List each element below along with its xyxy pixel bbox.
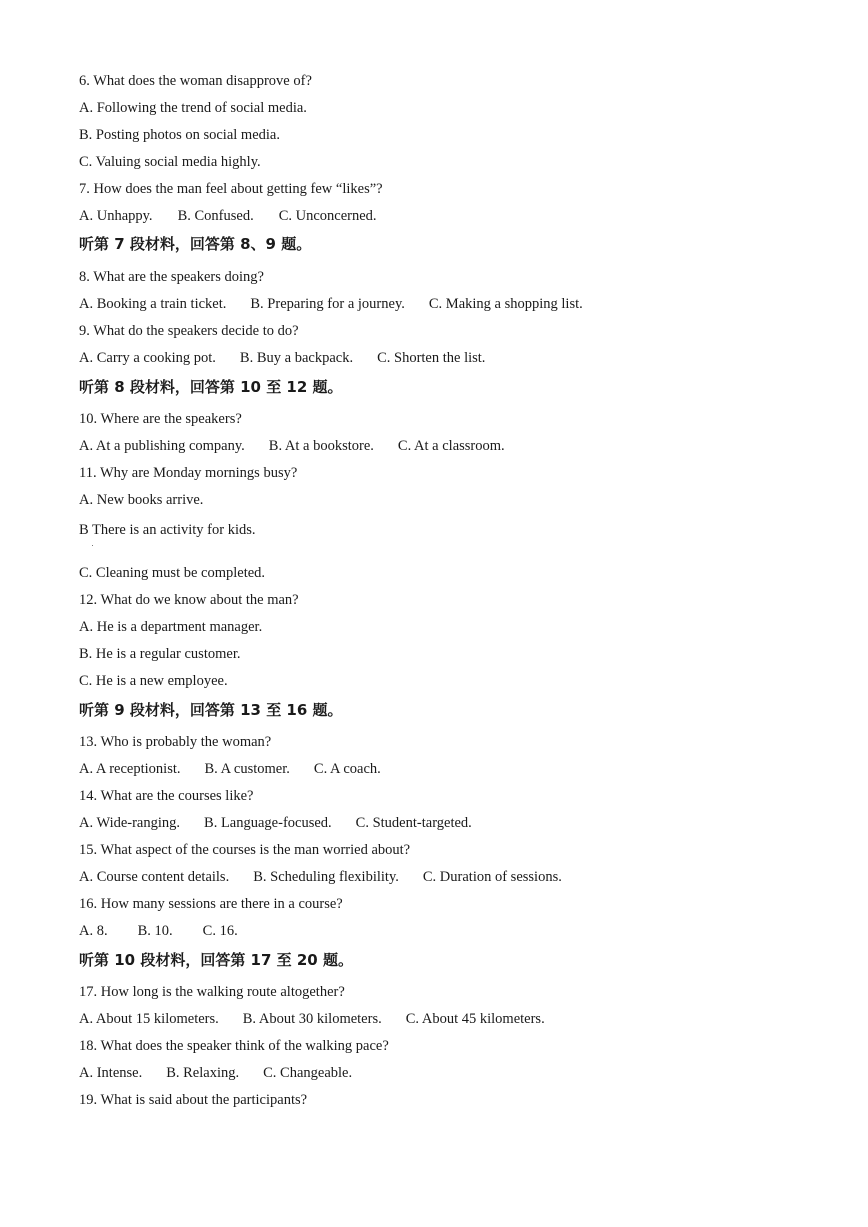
section-heading: 听第 8 段材料，回答第 10 至 12 题。 [79,378,343,396]
option-text: C. Unconcerned. [278,208,377,224]
options-row [79,760,381,778]
option-text: A. Carry a cooking pot. [79,350,216,366]
option-text: C. A coach. [313,761,381,777]
option-text: C. Duration of sessions. [422,869,562,885]
option-text: C. Changeable. [263,1065,353,1081]
question-text: 18. What does the speaker think of the walking pace? [79,1038,389,1054]
section-heading: 听第 9 段材料，回答第 13 至 16 题。 [79,701,343,719]
option-text: B. Preparing for a journey. [250,296,405,312]
options-row [79,922,238,940]
question-text: 19. What is said about the participants? [79,1092,308,1108]
option-text: B. He is a regular customer. [79,646,241,662]
options-row [79,349,485,367]
option-text: B. At a bookstore. [268,438,374,454]
question-text: 16. How many sessions are there in a course? [79,896,343,912]
option-text: A. At a publishing company. [79,438,245,454]
option-text: B. Scheduling flexibility. [253,869,399,885]
question-text: 9. What do the speakers decide to do? [79,323,299,339]
option-text: B. Buy a backpack. [239,350,354,366]
option-text: C. Making a shopping list. [428,296,583,312]
option-text: C. Cleaning must be completed. [79,565,266,581]
question-text: 17. How long is the walking route altogether? [79,984,345,1000]
options-row [79,868,562,886]
option-text: A. Course content details. [79,869,230,885]
question-text: 11. Why are Monday mornings busy? [79,465,298,481]
option-text: A. He is a department manager. [79,619,263,635]
option-text: A. 8. [79,923,108,939]
option-text: C. He is a new employee. [79,673,228,689]
option-text: A. Unhappy. [79,208,153,224]
option-text: C. About 45 kilometers. [405,1011,545,1027]
option-text: B. Relaxing. [166,1065,240,1081]
option-text: B There is an activity for kids. [79,522,256,538]
option-text: A. Following the trend of social media. [79,100,307,116]
option-text: A. Intense. [79,1065,143,1081]
question-text: 8. What are the speakers doing? [79,269,264,285]
question-text: 14. What are the courses like? [79,788,254,804]
question-text: 7. How does the man feel about getting few “likes”? [79,181,383,197]
option-text: C. Shorten the list. [377,350,486,366]
question-text: 6. What does the woman disapprove of? [79,73,312,89]
options-row [79,814,472,832]
options-row [79,207,377,225]
options-row [79,437,505,455]
option-text: C. 16. [202,923,238,939]
stray-mark [92,545,93,546]
option-text: C. Valuing social media highly. [79,154,261,170]
question-text: 13. Who is probably the woman? [79,734,272,750]
options-row [79,295,583,313]
section-heading: 听第 10 段材料，回答第 17 至 20 题。 [79,951,353,969]
option-text: B. A customer. [204,761,290,777]
option-text: C. Student-targeted. [355,815,472,831]
option-text: B. Language-focused. [204,815,332,831]
question-text: 10. Where are the speakers? [79,411,242,427]
question-text: 12. What do we know about the man? [79,592,299,608]
option-text: B. Confused. [177,208,254,224]
option-text: A. Wide-ranging. [79,815,181,831]
option-text: A. About 15 kilometers. [79,1011,219,1027]
option-text: A. New books arrive. [79,492,204,508]
options-row [79,1064,352,1082]
option-text: B. 10. [137,923,173,939]
option-text: B. Posting photos on social media. [79,127,280,143]
option-text: A. Booking a train ticket. [79,296,227,312]
option-text: A. A receptionist. [79,761,181,777]
option-text: C. At a classroom. [397,438,505,454]
section-heading: 听第 7 段材料，回答第 8、9 题。 [79,235,312,253]
question-text: 15. What aspect of the courses is the man worried about? [79,842,411,858]
options-row [79,1010,545,1028]
option-text: B. About 30 kilometers. [242,1011,382,1027]
